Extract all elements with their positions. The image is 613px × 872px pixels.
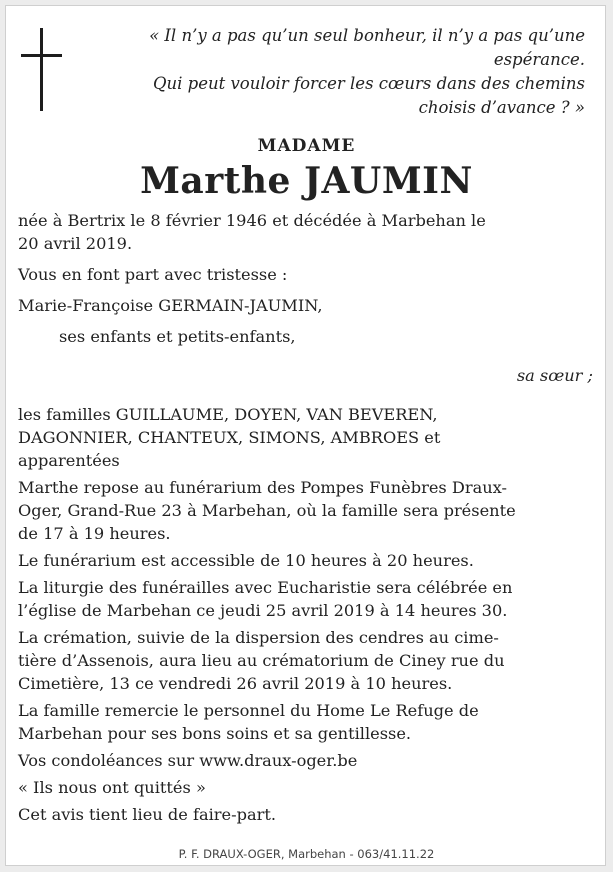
cross-icon xyxy=(40,28,43,111)
cremation-line: tière d’Assenois, aura lieu au crématorium de Ciney rue du xyxy=(18,651,505,670)
condolences-text: Vos condoléances sur www.draux-oger.be xyxy=(18,751,358,770)
cremation-line: Cimetière, 13 ce vendredi 26 avril 2019 à 10 heures. xyxy=(18,674,453,693)
deceased-name: Marthe JAUMIN xyxy=(140,160,473,202)
birth-line: 20 avril 2019. xyxy=(18,234,133,253)
families-line: DAGONNIER, CHANTEUX, SIMONS, AMBROES et xyxy=(18,428,441,447)
families-line: les familles GUILLAUME, DOYEN, VAN BEVEREN, xyxy=(18,405,438,424)
quote-line: « Il n’y a pas qu’un seul bonheur, il n’y a pas qu’une xyxy=(149,26,585,45)
honorific: MADAME xyxy=(257,136,356,156)
thanks-line: Marbehan pour ses bons soins et sa gentillesse. xyxy=(18,724,412,743)
repose-line: de 17 à 19 heures. xyxy=(18,524,171,543)
obituary-notice xyxy=(5,5,606,866)
notice-statement: Cet avis tient lieu de faire-part. xyxy=(18,805,276,824)
sister-text: sa sœur ; xyxy=(516,366,593,385)
daughter-name: Marie-Françoise GERMAIN-JAUMIN, xyxy=(18,296,323,315)
hours-text: Le funérarium est accessible de 10 heures à 20 heures. xyxy=(18,551,474,570)
notice-body xyxy=(18,209,593,826)
closing-quote: « Ils nous ont quittés » xyxy=(18,778,206,797)
thanks-line: La famille remercie le personnel du Home Le Refuge de xyxy=(18,701,479,720)
repose-line: Marthe repose au funérarium des Pompes Funèbres Draux- xyxy=(18,478,507,497)
liturgy-line: l’église de Marbehan ce jeudi 25 avril 2019 à 14 heures 30. xyxy=(18,601,508,620)
grandchildren-text: ses enfants et petits-enfants, xyxy=(59,327,296,346)
quote-line: espérance. xyxy=(493,50,585,69)
funeral-home-credit: P. F. DRAUX-OGER, Marbehan - 063/41.11.22 xyxy=(178,847,435,861)
liturgy-line: La liturgie des funérailles avec Eucharistie sera célébrée en xyxy=(18,578,513,597)
cremation-line: La crémation, suivie de la dispersion des cendres au cime- xyxy=(18,628,499,647)
repose-line: Oger, Grand-Rue 23 à Marbehan, où la famille sera présente xyxy=(18,501,516,520)
birth-line: née à Bertrix le 8 février 1946 et décédée à Marbehan le xyxy=(18,211,486,230)
cross-icon-bar xyxy=(21,54,62,57)
families-line: apparentées xyxy=(18,451,120,470)
quote-line: choisis d’avance ? » xyxy=(418,98,585,117)
intro-text: Vous en font part avec tristesse : xyxy=(18,265,288,284)
epigraph-quote xyxy=(115,24,585,120)
quote-line: Qui peut vouloir forcer les cœurs dans des chemins xyxy=(152,74,585,93)
